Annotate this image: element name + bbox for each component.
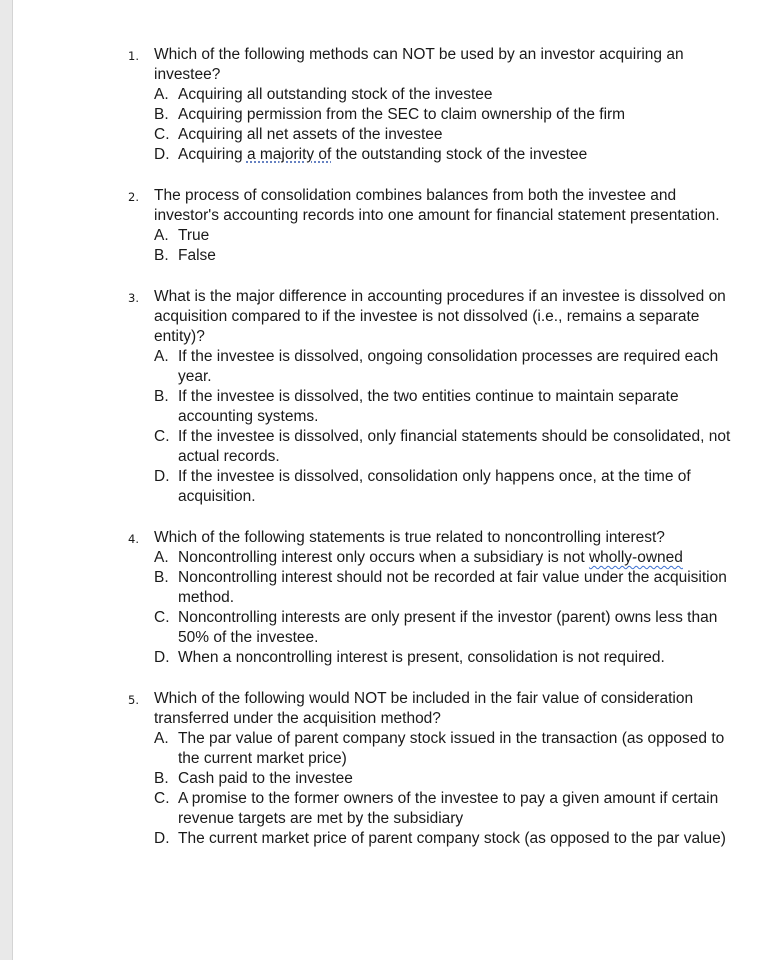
option-letter: A.	[154, 227, 169, 244]
question-text: The process of consolidation combines balances from both the investee and investor's accounting records into one amount for financial statement presentation.	[154, 187, 720, 224]
question-text: What is the major difference in accounting procedures if an investee is dissolved on acquisition compared to if the investee is not dissolved (i.e., remains a separate entity)?	[154, 288, 726, 345]
option-c	[154, 125, 738, 145]
question-number: 1.	[128, 49, 139, 63]
grammar-flag-underline[interactable]: a majority of	[246, 146, 332, 163]
option-text	[178, 145, 738, 165]
option-text	[178, 548, 738, 568]
option-letter: D.	[154, 468, 170, 485]
question-3	[128, 287, 738, 507]
option-text-start: Noncontrolling interest only occurs when a subsidiary is not	[178, 549, 589, 566]
option-c	[154, 427, 738, 467]
option-text: If the investee is dissolved, the two entities continue to maintain separate accounting systems.	[178, 388, 679, 425]
option-a	[154, 85, 738, 105]
option-text: Noncontrolling interest should not be recorded at fair value under the acquisition method.	[178, 569, 727, 606]
option-b	[154, 769, 738, 789]
question-number: 4.	[128, 532, 139, 546]
option-text: The par value of parent company stock issued in the transaction (as opposed to the current market price)	[178, 730, 725, 767]
option-text: True	[178, 227, 210, 244]
option-letter: A.	[154, 730, 169, 747]
question-list	[128, 45, 738, 870]
option-text: If the investee is dissolved, only financial statements should be consolidated, not actual records.	[178, 428, 731, 465]
option-letter: A.	[154, 348, 169, 365]
option-letter: D.	[154, 649, 170, 666]
option-letter: B.	[154, 388, 169, 405]
option-c	[154, 789, 738, 829]
option-letter: B.	[154, 106, 169, 123]
option-b	[154, 568, 738, 608]
option-d	[154, 467, 738, 507]
option-a	[154, 548, 738, 568]
option-text: If the investee is dissolved, consolidation only happens once, at the time of acquisition.	[178, 468, 691, 505]
option-letter: A.	[154, 549, 169, 566]
question-text: Which of the following methods can NOT be used by an investor acquiring an investee?	[154, 46, 684, 83]
option-text: False	[178, 247, 216, 264]
option-letter: B.	[154, 770, 169, 787]
question-2	[128, 186, 738, 266]
option-text: Cash paid to the investee	[178, 770, 353, 787]
spelling-flag-underline[interactable]: wholly-owned	[588, 549, 683, 566]
option-d	[154, 829, 738, 849]
option-a	[154, 347, 738, 387]
option-text-start: Acquiring	[178, 146, 247, 163]
option-a	[154, 729, 738, 769]
option-d	[154, 145, 738, 165]
question-number: 5.	[128, 693, 139, 707]
option-letter: C.	[154, 790, 170, 807]
question-text: Which of the following statements is true related to noncontrolling interest?	[154, 529, 665, 546]
option-text: Noncontrolling interests are only present if the investor (parent) owns less than 50% of the investee.	[178, 609, 718, 646]
option-text: Acquiring all net assets of the investee	[178, 126, 443, 143]
question-4	[128, 528, 738, 668]
option-b	[154, 246, 738, 266]
question-number: 3.	[128, 291, 139, 305]
question-number: 2.	[128, 190, 139, 204]
option-a	[154, 226, 738, 246]
option-text: When a noncontrolling interest is present, consolidation is not required.	[178, 649, 665, 666]
option-letter: B.	[154, 247, 169, 264]
option-text: Acquiring permission from the SEC to claim ownership of the firm	[178, 106, 626, 123]
question-5	[128, 689, 738, 849]
option-letter: D.	[154, 830, 170, 847]
question-1	[128, 45, 738, 165]
option-text: If the investee is dissolved, ongoing consolidation processes are required each year.	[178, 348, 719, 385]
option-letter: A.	[154, 86, 169, 103]
option-letter: B.	[154, 569, 169, 586]
left-margin-gutter	[0, 0, 13, 960]
option-text-end: the outstanding stock of the investee	[331, 146, 588, 163]
option-letter: C.	[154, 609, 170, 626]
question-text: Which of the following would NOT be included in the fair value of consideration transferred under the acquisition method?	[154, 690, 694, 727]
option-text: The current market price of parent company stock (as opposed to the par value)	[178, 830, 726, 847]
option-text: A promise to the former owners of the investee to pay a given amount if certain revenue targets are met by the subsidiary	[178, 790, 719, 827]
option-d	[154, 648, 738, 668]
option-c	[154, 608, 738, 648]
option-letter: D.	[154, 146, 170, 163]
option-letter: C.	[154, 428, 170, 445]
option-text: Acquiring all outstanding stock of the investee	[178, 86, 493, 103]
option-letter: C.	[154, 126, 170, 143]
option-b	[154, 105, 738, 125]
option-b	[154, 387, 738, 427]
